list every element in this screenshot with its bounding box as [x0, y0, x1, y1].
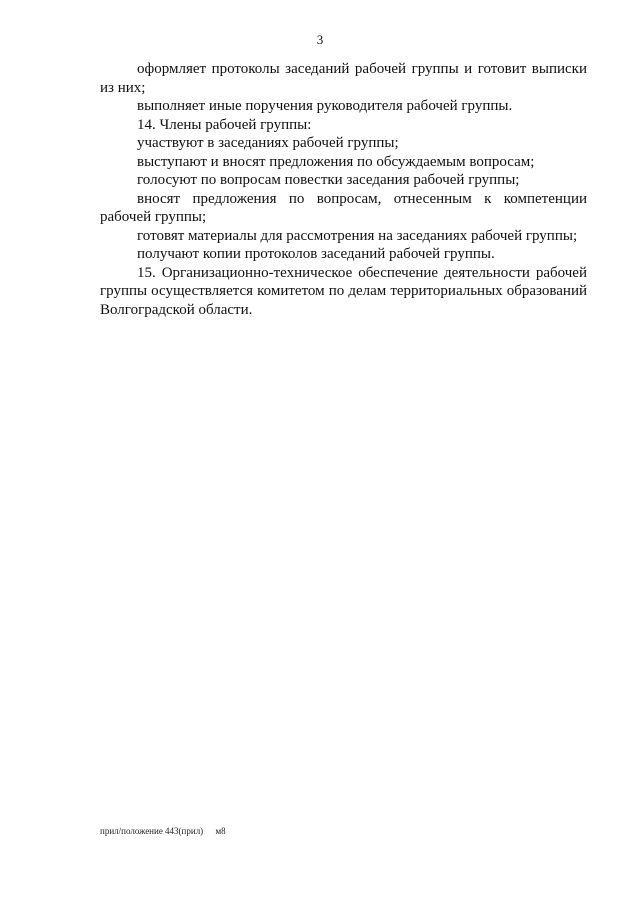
- paragraph-protocols: оформляет протоколы заседаний рабочей группы и готовит выписки из них;: [100, 61, 587, 96]
- paragraph-members-heading: 14. Члены рабочей группы:: [137, 116, 312, 133]
- footer-note: [100, 826, 226, 836]
- paragraph-competence: вносят предложения по вопросам, отнесенным к компетенции рабочей группы;: [100, 190, 587, 225]
- footer-code: м8: [215, 826, 226, 836]
- document-body: [100, 60, 587, 319]
- footer-path: прил/положение 443(прил): [100, 826, 204, 836]
- paragraph-other-duties: выполняет иные поручения руководителя рабочей группы.: [137, 98, 513, 114]
- paragraph-copies: получают копии протоколов заседаний рабочей группы.: [137, 246, 495, 262]
- paragraph-materials: готовят материалы для рассмотрения на заседаниях рабочей группы;: [137, 227, 578, 244]
- paragraph-vote: голосуют по вопросам повестки заседания рабочей группы;: [137, 172, 520, 188]
- paragraph-proposals: выступают и вносят предложения по обсуждаемым вопросам;: [137, 153, 535, 170]
- paragraph-support: 15. Организационно-техническое обеспечение деятельности рабочей группы осуществляется комитетом по делам территориальных образований Волгоградской области.: [100, 264, 587, 318]
- page-number: 3: [316, 32, 324, 47]
- paragraph-participate: участвуют в заседаниях рабочей группы;: [137, 135, 399, 151]
